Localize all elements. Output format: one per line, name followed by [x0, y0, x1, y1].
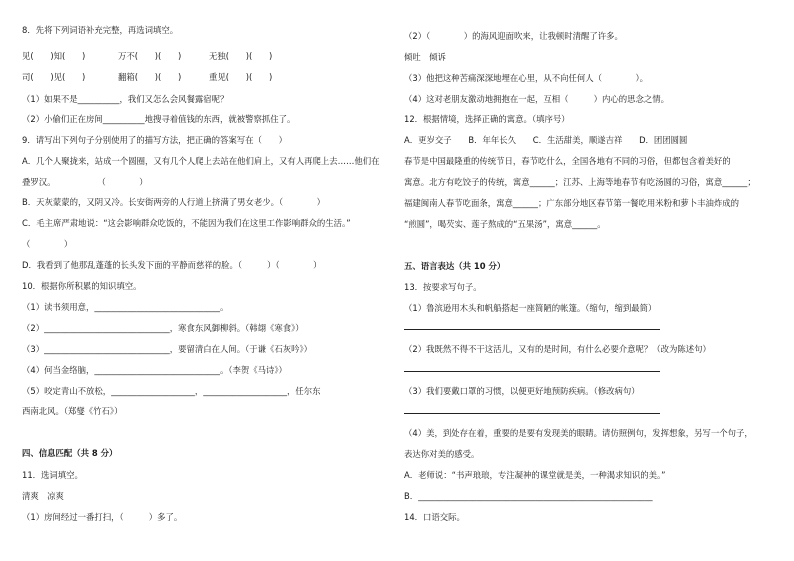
q13-answer-b[interactable]: B．________________________________________________________: [404, 491, 653, 501]
q8-word-5: 翻箱( )( ): [118, 72, 182, 82]
answer-line-3[interactable]: [404, 404, 660, 414]
q10-item-4: （4）何当金络脑，______________________________。（李贺《马诗》）: [22, 365, 287, 375]
q13-item-4-line-1: （4）美，到处存在着，重要的是要有发现美的眼睛。请仿照例句，发挥想象，另写一个句子，: [404, 428, 753, 438]
q13-item-2: （2）我既然不得不干这活儿，又有的是时间，有什么必要介意呢？（改为陈述句）: [404, 344, 711, 354]
q10-item-3: （3）______________________________，要留清白在人间。（于谦《石灰吟》）: [22, 344, 313, 354]
q13-item-4-line-2: 表达你对美的感受。: [404, 449, 480, 459]
answer-line-1[interactable]: [404, 320, 660, 330]
q8-word-2: 万不( )( ): [118, 51, 182, 61]
q10-item-5-line-2: 西南北风。（郑燮《竹石》）: [22, 406, 123, 416]
q11-sentence-2: （2）（ ）的海风迎面吹来，让我顿时清醒了许多。: [404, 31, 623, 41]
q11-word-choices: 清爽 凉爽: [22, 491, 64, 501]
q9-option-b: B．天灰蒙蒙的，又阴又冷。长安街两旁的人行道上挤满了男女老少。（ ）: [22, 197, 326, 207]
q9-option-a-line-1: A．几个人聚拢来，站成一个圆圈，又有几个人爬上去站在他们肩上，又有人再爬上去……他们在: [22, 156, 380, 166]
q12-text-line-3: 福建闽南人春节吃面条，寓意______；广东部分地区春节第一餐吃用米粉和萝卜丰油炸成的: [404, 198, 739, 208]
question-10: 10．根据你所积累的知识填空。: [22, 281, 142, 291]
section-4-heading: 四、信息匹配（共 8 分）: [22, 448, 118, 458]
q12-text-line-1: 春节是中国最隆重的传统节日，春节吃什么，全国各地有不同的习俗，但都包含着美好的: [404, 156, 731, 166]
question-11: 11．选词填空。: [22, 470, 83, 480]
q10-item-2: （2）______________________________，寒食东风御柳斜。（韩翃《寒食》）: [22, 323, 304, 333]
question-14: 14．口语交际。: [404, 512, 465, 522]
q10-item-5-line-1: （5）咬定青山不放松，____________________，____________________，任尔东: [22, 386, 321, 396]
q11-sentence-4: （4）这对老朋友激动地拥抱在一起，互相（ ）内心的思念之情。: [404, 94, 669, 104]
q8-word-6: 重见( )( ): [209, 72, 273, 82]
q11-sentence-1: （1）房间经过一番打扫，（ ）多了。: [22, 512, 183, 522]
q12-text-line-2: 寓意。北方有吃饺子的传统，寓意______；江苏、上海等地春节有吃汤圆的习俗，寓意______；: [404, 177, 756, 187]
section-5-heading: 五、语言表达（共 10 分）: [404, 261, 506, 271]
q13-example-a: A．老师说：“书声琅琅，专注凝神的课堂就是美，一种渴求知识的美。”: [404, 470, 666, 480]
question-13: 13．按要求写句子。: [404, 282, 482, 292]
q8-sentence-2: （2）小偷们正在房间__________地搜寻着值钱的东西，就被警察抓住了。: [22, 114, 296, 124]
q10-item-1: （1）读书须用意，______________________________。: [22, 302, 229, 312]
q12-text-line-4: “煎圆”，喝芡实、莲子熬成的“五果汤”，寓意______。: [404, 219, 606, 229]
q9-option-a-line-2: 叠罗汉。 （ ）: [22, 177, 148, 187]
question-12: 12．根据情境，选择正确的寓意。（填序号）: [404, 114, 570, 124]
answer-line-2[interactable]: [404, 362, 660, 372]
q8-word-4: 司( )见( ): [22, 72, 86, 82]
question-8: 8．先将下列词语补充完整，再选词填空。: [22, 25, 179, 35]
q11-word-choices-2: 倾吐 倾诉: [404, 52, 446, 62]
q11-sentence-3: （3）他把这种苦痛深深地埋在心里，从不向任何人（ ）。: [404, 73, 649, 83]
q8-sentence-1: （1）如果不是__________，我们又怎么会风餐露宿呢？: [22, 94, 229, 104]
q13-item-3: （3）我们要戴口罩的习惯，以便更好地预防疾病。（修改病句）: [404, 386, 640, 396]
q13-item-1: （1）鲁滨逊用木头和帆船搭起一座简陋的帐篷。（缩句，缩到最简）: [404, 303, 657, 313]
q8-word-1: 见( )知( ): [22, 51, 86, 61]
q9-option-d: D．我看到了他那乱蓬蓬的长头发下面的平静而慈祥的脸。（ ）（ ）: [22, 260, 322, 270]
q12-options: A．更岁交子 B．年年长久 C．生活甜美，顺遂吉祥 D．团团圆圆: [404, 135, 688, 145]
question-9: 9．请写出下列句子分别使用了的描写方法，把正确的答案写在（ ）: [22, 135, 287, 145]
q8-word-3: 无独( )( ): [209, 51, 273, 61]
q9-option-c-line-2: （ ）: [22, 239, 73, 249]
q9-option-c-line-1: C．毛主席严肃地说：“这会影响群众吃饭的，不能因为我们在这里工作影响群众的生活。”: [22, 218, 351, 228]
